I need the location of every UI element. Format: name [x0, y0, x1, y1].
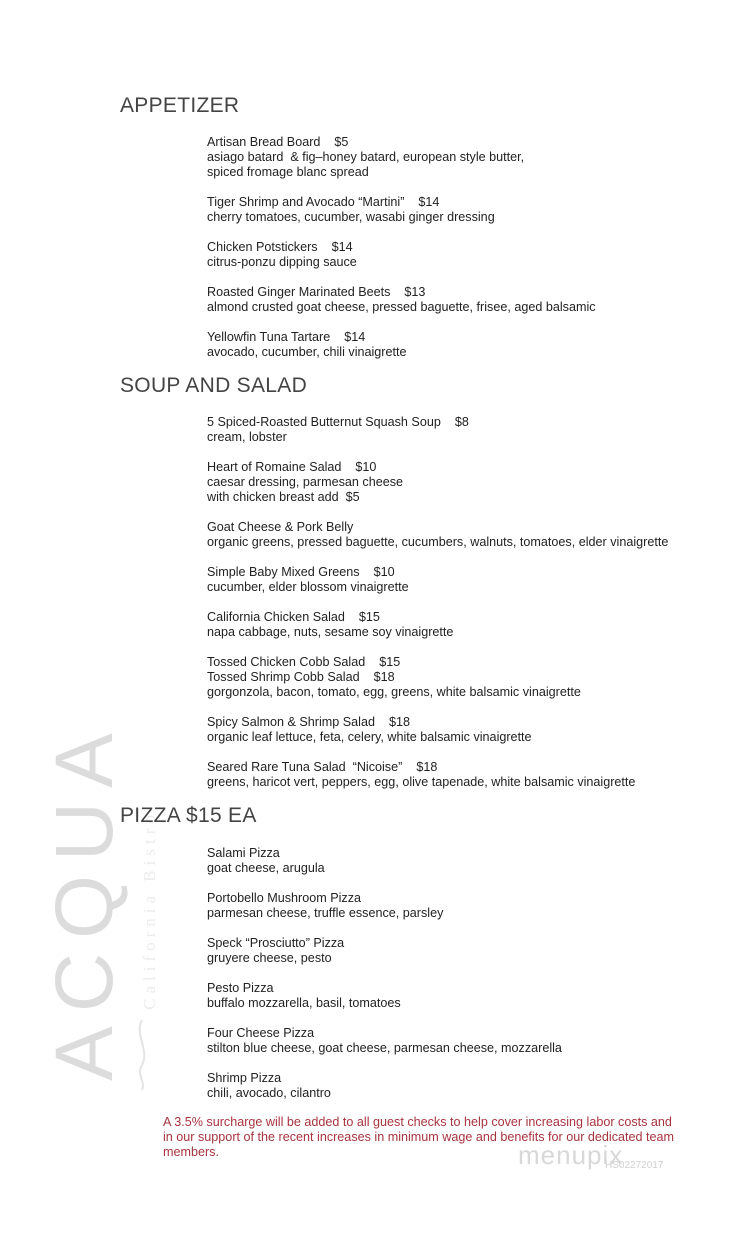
item-name: Salami Pizza	[207, 846, 280, 860]
menu-item-title	[207, 1071, 562, 1086]
watermark-id: HS02272017	[605, 1160, 664, 1171]
item-name: Tossed Chicken Cobb Salad	[207, 655, 366, 669]
section-title-pizza: PIZZA $15 EA	[120, 804, 257, 827]
menu-item	[207, 610, 668, 640]
menu-item-title	[207, 891, 562, 906]
item-name: Portobello Mushroom Pizza	[207, 891, 361, 905]
menu-item	[207, 330, 596, 360]
item-name: Tiger Shrimp and Avocado “Martini”	[207, 195, 405, 209]
item-description: spiced fromage blanc spread	[207, 165, 369, 179]
menu-item-title	[207, 135, 596, 150]
item-description: gruyere cheese, pesto	[207, 951, 332, 965]
item-description: cherry tomatoes, cucumber, wasabi ginger dressing	[207, 210, 495, 224]
item-description: buffalo mozzarella, basil, tomatoes	[207, 996, 401, 1010]
item-name: Yellowfin Tuna Tartare	[207, 330, 331, 344]
menu-item-title	[207, 1026, 562, 1041]
menu-item	[207, 1071, 562, 1101]
item-description: caesar dressing, parmesan cheese	[207, 475, 404, 489]
item-description: with chicken breast add $5	[207, 490, 360, 504]
menu-item	[207, 415, 668, 445]
menu-item	[207, 285, 596, 315]
menu-item-title	[207, 195, 596, 210]
item-name: Goat Cheese & Pork Belly	[207, 520, 354, 534]
menu-item-title	[207, 415, 668, 430]
logo-wave-decoration	[130, 1020, 154, 1090]
section-items	[207, 135, 596, 375]
menu-item	[207, 135, 596, 180]
menu-item-title	[207, 936, 562, 951]
item-price: $14	[418, 195, 440, 209]
menu-item-title	[207, 655, 668, 670]
item-name: Tossed Shrimp Cobb Salad	[207, 670, 360, 684]
item-name: Seared Rare Tuna Salad “Nicoise”	[207, 760, 403, 774]
item-price: $8	[454, 415, 469, 429]
surcharge-note: A 3.5% surcharge will be added to all guest checks to help cover increasing labor costs and in our support of the recent increases in minimum wage and benefits for our dedicated team members.	[163, 1115, 675, 1159]
menu-item-title	[207, 670, 668, 685]
menu-item	[207, 520, 668, 550]
item-price: $14	[344, 330, 366, 344]
item-name: Speck “Prosciutto” Pizza	[207, 936, 345, 950]
menu-item	[207, 715, 668, 745]
menu-item-title	[207, 240, 596, 255]
item-name: Four Cheese Pizza	[207, 1026, 315, 1040]
menu-item	[207, 565, 668, 595]
item-description: cucumber, elder blossom vinaigrette	[207, 580, 409, 594]
menu-item-title	[207, 846, 562, 861]
item-price: $5	[334, 135, 349, 149]
item-description: goat cheese, arugula	[207, 861, 325, 875]
item-description: stilton blue cheese, goat cheese, parmesan cheese, mozzarella	[207, 1041, 562, 1055]
item-name: Shrimp Pizza	[207, 1071, 282, 1085]
logo-tagline: California Bistro	[140, 810, 159, 1010]
item-price: $14	[331, 240, 353, 254]
item-description: organic leaf lettuce, feta, celery, white balsamic vinaigrette	[207, 730, 532, 744]
item-description: cream, lobster	[207, 430, 287, 444]
item-price: $10	[373, 565, 395, 579]
menu-item	[207, 846, 562, 876]
menu-item-title	[207, 981, 562, 996]
menu-item-title	[207, 610, 668, 625]
item-description: chili, avocado, cilantro	[207, 1086, 331, 1100]
item-name: Chicken Potstickers	[207, 240, 318, 254]
menu-item-title	[207, 760, 668, 775]
menu-item-title	[207, 565, 668, 580]
acqua-logo: ACQUA	[39, 719, 130, 1081]
item-price: $15	[358, 610, 380, 624]
section-title-soup-salad: SOUP AND SALAD	[120, 374, 308, 397]
section-title-appetizer: APPETIZER	[120, 94, 240, 117]
item-name: Heart of Romaine Salad	[207, 460, 342, 474]
item-description: citrus-ponzu dipping sauce	[207, 255, 357, 269]
section-items	[207, 415, 668, 805]
menu-item-title	[207, 460, 668, 475]
menu-item-title	[207, 330, 596, 345]
item-name: California Chicken Salad	[207, 610, 345, 624]
menu-item	[207, 981, 562, 1011]
menu-item	[207, 760, 668, 790]
menu-item	[207, 1026, 562, 1056]
menu-item	[207, 195, 596, 225]
item-description: almond crusted goat cheese, pressed baguette, frisee, aged balsamic	[207, 300, 596, 314]
menu-item-title	[207, 285, 596, 300]
menu-item	[207, 460, 668, 505]
item-name: Artisan Bread Board	[207, 135, 321, 149]
item-name: Roasted Ginger Marinated Beets	[207, 285, 391, 299]
item-price: $18	[416, 760, 438, 774]
watermark-brand: menupix	[518, 1140, 624, 1170]
menu-item	[207, 240, 596, 270]
menu-item	[207, 891, 562, 921]
item-description: greens, haricot vert, peppers, egg, olive tapenade, white balsamic vinaigrette	[207, 775, 636, 789]
item-name: Spicy Salmon & Shrimp Salad	[207, 715, 375, 729]
item-price: $18	[389, 715, 411, 729]
item-name: Pesto Pizza	[207, 981, 274, 995]
item-name: Simple Baby Mixed Greens	[207, 565, 360, 579]
item-price: $10	[355, 460, 377, 474]
item-description: parmesan cheese, truffle essence, parsley	[207, 906, 444, 920]
item-description: napa cabbage, nuts, sesame soy vinaigrette	[207, 625, 454, 639]
item-description: avocado, cucumber, chili vinaigrette	[207, 345, 407, 359]
menu-item	[207, 936, 562, 966]
menu-item-title	[207, 520, 668, 535]
item-price: $15	[379, 655, 401, 669]
item-price: $18	[373, 670, 395, 684]
menu-item-title	[207, 715, 668, 730]
section-items	[207, 846, 562, 1116]
item-price: $13	[404, 285, 426, 299]
item-description: organic greens, pressed baguette, cucumbers, walnuts, tomatoes, elder vinaigrette	[207, 535, 669, 549]
item-description: gorgonzola, bacon, tomato, egg, greens, white balsamic vinaigrette	[207, 685, 581, 699]
item-name: 5 Spiced-Roasted Butternut Squash Soup	[207, 415, 441, 429]
item-description: asiago batard & fig–honey batard, european style butter,	[207, 150, 525, 164]
menu-item	[207, 655, 668, 700]
